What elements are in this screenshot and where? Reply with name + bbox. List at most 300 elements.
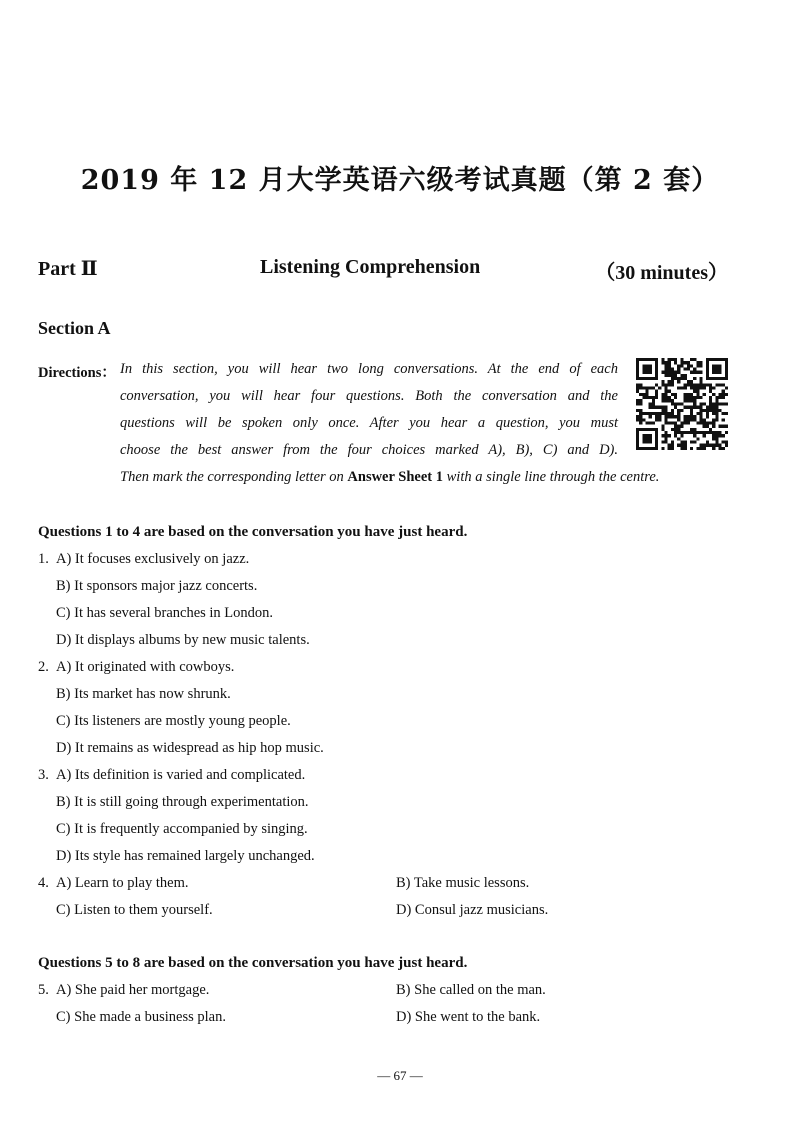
qr-module <box>674 358 677 361</box>
qr-module <box>693 399 696 402</box>
qr-module <box>636 374 639 377</box>
qr-module <box>709 390 712 393</box>
qr-module <box>725 374 728 377</box>
qr-module <box>687 383 690 386</box>
answer-option[interactable]: B) It sponsors major jazz concerts. <box>56 578 258 594</box>
qr-module <box>646 371 649 374</box>
qr-module <box>677 415 680 418</box>
qr-code-icon[interactable] <box>636 358 728 450</box>
qr-module <box>687 399 690 402</box>
answer-option[interactable]: C) Its listeners are mostly young people. <box>56 713 291 729</box>
qr-module <box>649 377 652 380</box>
qr-module <box>639 399 642 402</box>
qr-module <box>661 425 664 428</box>
section-title: Section A <box>38 318 111 338</box>
qr-module <box>696 361 699 364</box>
qr-module <box>639 409 642 412</box>
answer-option[interactable]: A) Its definition is varied and complicated. <box>56 767 306 783</box>
qr-module <box>709 383 712 386</box>
qr-module <box>712 371 715 374</box>
qr-module <box>693 440 696 443</box>
qr-module <box>646 421 649 424</box>
qr-module <box>709 409 712 412</box>
qr-module <box>680 358 683 361</box>
question-number: 4. <box>38 875 49 891</box>
qr-module <box>699 415 702 418</box>
qr-module <box>674 402 677 405</box>
qr-module <box>706 377 709 380</box>
qr-module <box>715 444 718 447</box>
answer-option[interactable]: C) Listen to them yourself. <box>56 902 213 918</box>
qr-module <box>674 421 677 424</box>
qr-module <box>712 434 715 437</box>
qr-module <box>661 412 664 415</box>
qr-module <box>655 383 658 386</box>
qr-module <box>684 361 687 364</box>
question-number: 5. <box>38 982 49 998</box>
qr-module <box>671 447 674 450</box>
qr-module <box>725 364 728 367</box>
qr-module <box>722 434 725 437</box>
qr-module <box>636 402 639 405</box>
qr-module <box>671 415 674 418</box>
page-title: 2019 年 12 月大学英语六级考试真题（第 2 套） <box>80 165 720 196</box>
qr-module <box>652 447 655 450</box>
qr-module <box>665 409 668 412</box>
qr-module <box>677 371 680 374</box>
qr-module <box>646 396 649 399</box>
qr-module <box>636 390 639 393</box>
qr-module <box>715 434 718 437</box>
qr-module <box>655 358 658 361</box>
qr-module <box>693 383 696 386</box>
qr-module <box>674 393 677 396</box>
qr-module <box>665 383 668 386</box>
qr-module <box>690 428 693 431</box>
qr-module <box>649 368 652 371</box>
qr-module <box>722 358 725 361</box>
qr-module <box>661 434 664 437</box>
qr-module <box>693 358 696 361</box>
qr-module <box>687 368 690 371</box>
qr-module <box>665 418 668 421</box>
answer-sheet-ref: Answer Sheet 1 <box>347 469 443 485</box>
qr-module <box>696 431 699 434</box>
qr-module <box>712 364 715 367</box>
qr-module <box>696 406 699 409</box>
qr-module <box>725 358 728 361</box>
qr-module <box>684 368 687 371</box>
qr-module <box>646 437 649 440</box>
qr-module <box>693 406 696 409</box>
qr-module <box>655 415 658 418</box>
qr-module <box>693 396 696 399</box>
qr-module <box>725 412 728 415</box>
qr-module <box>636 418 639 421</box>
qr-module <box>725 377 728 380</box>
directions-line: conversation, you will hear four questions. Both the conversation and the <box>120 388 618 404</box>
qr-module <box>699 431 702 434</box>
answer-option[interactable]: D) It remains as widespread as hip hop music. <box>56 740 324 756</box>
qr-module <box>674 361 677 364</box>
qr-module <box>677 418 680 421</box>
qr-module <box>715 437 718 440</box>
qr-module <box>652 402 655 405</box>
answer-option[interactable]: C) It has several branches in London. <box>56 605 274 621</box>
qr-module <box>655 428 658 431</box>
qr-module <box>649 358 652 361</box>
qr-module <box>699 444 702 447</box>
qr-module <box>668 361 671 364</box>
qr-module <box>677 364 680 367</box>
qr-module <box>725 361 728 364</box>
qr-module <box>639 358 642 361</box>
qr-module <box>687 361 690 364</box>
qr-module <box>661 447 664 450</box>
qr-module <box>646 434 649 437</box>
qr-module <box>646 447 649 450</box>
qr-module <box>668 368 671 371</box>
answer-option[interactable]: B) Its market has now shrunk. <box>56 686 231 702</box>
qr-module <box>665 421 668 424</box>
qr-module <box>665 371 668 374</box>
qr-module <box>665 368 668 371</box>
qr-module <box>665 396 668 399</box>
qr-module <box>696 437 699 440</box>
qr-module <box>655 437 658 440</box>
qr-module <box>722 418 725 421</box>
qr-module <box>690 364 693 367</box>
directions-line: choose the best answer from the four choices marked A), B), C) and D). <box>120 442 618 458</box>
answer-option[interactable]: D) She went to the bank. <box>396 1009 541 1025</box>
qr-module <box>693 368 696 371</box>
qr-module <box>642 412 645 415</box>
qr-module <box>639 377 642 380</box>
qr-module <box>718 358 721 361</box>
qr-module <box>655 393 658 396</box>
qr-module <box>677 387 680 390</box>
qr-module <box>709 428 712 431</box>
qr-module <box>671 358 674 361</box>
qr-module <box>715 364 718 367</box>
answer-option[interactable]: B) It is still going through experimentation. <box>56 794 309 810</box>
qr-module <box>703 393 706 396</box>
qr-module <box>709 358 712 361</box>
qr-module <box>725 387 728 390</box>
answer-option[interactable]: B) Take music lessons. <box>396 875 530 891</box>
qr-module <box>680 377 683 380</box>
qr-module <box>665 361 668 364</box>
qr-module <box>718 402 721 405</box>
qr-module <box>684 440 687 443</box>
question-number: 2. <box>38 659 49 675</box>
qr-module <box>715 358 718 361</box>
answer-option[interactable]: D) Consul jazz musicians. <box>396 902 549 918</box>
qr-module <box>636 409 639 412</box>
qr-module <box>718 396 721 399</box>
directions-line: questions will be spoken only once. After you hear a question, you must <box>120 415 618 431</box>
qr-module <box>690 393 693 396</box>
directions-text: with a single line through the centre. <box>443 469 660 485</box>
qr-module <box>696 412 699 415</box>
qr-module <box>718 431 721 434</box>
qr-module <box>655 406 658 409</box>
qr-module <box>687 380 690 383</box>
qr-module <box>655 361 658 364</box>
qr-module <box>712 377 715 380</box>
qr-module <box>671 421 674 424</box>
qr-module <box>722 396 725 399</box>
qr-module <box>674 396 677 399</box>
answer-option[interactable]: A) Learn to play them. <box>56 875 189 891</box>
qr-module <box>665 440 668 443</box>
qr-module <box>671 377 674 380</box>
qr-module <box>693 431 696 434</box>
qr-module <box>715 409 718 412</box>
qr-module <box>665 393 668 396</box>
qr-module <box>693 371 696 374</box>
qr-module <box>725 371 728 374</box>
qr-module <box>668 447 671 450</box>
qr-module <box>715 431 718 434</box>
directions-line: In this section, you will hear two long conversations. At the end of each <box>120 361 618 377</box>
answer-option[interactable]: A) It originated with cowboys. <box>56 659 235 675</box>
qr-module <box>712 431 715 434</box>
qr-module <box>699 387 702 390</box>
qr-module <box>649 402 652 405</box>
qr-module <box>661 393 664 396</box>
qr-module <box>690 387 693 390</box>
qr-module <box>668 444 671 447</box>
qr-module <box>725 431 728 434</box>
qr-module <box>706 371 709 374</box>
qr-module <box>706 412 709 415</box>
qr-module <box>715 406 718 409</box>
qr-module <box>671 444 674 447</box>
qr-module <box>671 409 674 412</box>
qr-module <box>725 393 728 396</box>
qr-module <box>677 402 680 405</box>
qr-module <box>649 371 652 374</box>
qr-module <box>671 393 674 396</box>
qr-module <box>693 418 696 421</box>
qr-module <box>674 377 677 380</box>
qr-module <box>642 447 645 450</box>
qr-module <box>671 399 674 402</box>
answer-option[interactable]: D) It displays albums by new music talents. <box>56 632 310 648</box>
qr-module <box>649 440 652 443</box>
qr-module <box>718 425 721 428</box>
qr-module <box>680 444 683 447</box>
qr-module <box>715 415 718 418</box>
qr-module <box>668 399 671 402</box>
qr-module <box>706 374 709 377</box>
qr-module <box>712 393 715 396</box>
qr-module <box>642 371 645 374</box>
qr-module <box>690 418 693 421</box>
qr-module <box>665 390 668 393</box>
qr-module <box>725 425 728 428</box>
qr-module <box>718 371 721 374</box>
qr-module <box>680 447 683 450</box>
qr-module <box>668 371 671 374</box>
qr-module <box>725 368 728 371</box>
qr-module <box>636 387 639 390</box>
qr-module <box>671 380 674 383</box>
qr-module <box>674 431 677 434</box>
qr-module <box>665 364 668 367</box>
qr-module <box>690 447 693 450</box>
qr-module <box>712 368 715 371</box>
qr-module <box>709 399 712 402</box>
qr-module <box>718 377 721 380</box>
qr-module <box>706 361 709 364</box>
qr-module <box>655 368 658 371</box>
qr-module <box>639 447 642 450</box>
qr-module <box>671 371 674 374</box>
qr-module <box>661 409 664 412</box>
qr-module <box>655 418 658 421</box>
qr-module <box>693 377 696 380</box>
qr-module <box>649 428 652 431</box>
qr-module <box>718 447 721 450</box>
qr-module <box>684 444 687 447</box>
qr-module <box>646 358 649 361</box>
qr-module <box>642 364 645 367</box>
qr-module <box>712 358 715 361</box>
qr-module <box>722 383 725 386</box>
qr-module <box>665 437 668 440</box>
qr-module <box>636 371 639 374</box>
qr-module <box>706 444 709 447</box>
qr-module <box>699 421 702 424</box>
answer-option[interactable]: C) It is frequently accompanied by singing. <box>56 821 308 837</box>
qr-module <box>712 402 715 405</box>
answer-option[interactable]: A) It focuses exclusively on jazz. <box>56 551 250 567</box>
page-number: — 67 — <box>377 1068 423 1083</box>
qr-module <box>684 406 687 409</box>
qr-module <box>639 402 642 405</box>
qr-module <box>674 371 677 374</box>
qr-module <box>665 412 668 415</box>
qr-module <box>636 434 639 437</box>
answer-option[interactable]: C) She made a business plan. <box>56 1009 226 1025</box>
qr-module <box>684 374 687 377</box>
qr-module <box>661 399 664 402</box>
qr-module <box>706 358 709 361</box>
qr-module <box>684 383 687 386</box>
qr-module <box>636 437 639 440</box>
qr-module <box>661 380 664 383</box>
qr-module <box>680 374 683 377</box>
qr-module <box>655 434 658 437</box>
qr-module <box>671 428 674 431</box>
qr-module <box>639 421 642 424</box>
qr-module <box>722 393 725 396</box>
qr-module <box>722 390 725 393</box>
qr-module <box>646 393 649 396</box>
qr-module <box>661 383 664 386</box>
qr-module <box>652 421 655 424</box>
answer-option[interactable]: A) She paid her mortgage. <box>56 982 210 998</box>
qr-module <box>703 447 706 450</box>
qr-module <box>696 396 699 399</box>
qr-module <box>646 440 649 443</box>
qr-module <box>655 390 658 393</box>
question-number: 3. <box>38 767 49 783</box>
qr-module <box>687 364 690 367</box>
qr-module <box>690 409 693 412</box>
qr-module <box>661 440 664 443</box>
qr-module <box>646 387 649 390</box>
qr-module <box>668 421 671 424</box>
qr-module <box>690 380 693 383</box>
qr-module <box>706 383 709 386</box>
qr-module <box>725 402 728 405</box>
qr-module <box>722 402 725 405</box>
qr-module <box>636 368 639 371</box>
qr-module <box>693 402 696 405</box>
qr-module <box>696 387 699 390</box>
qr-module <box>677 437 680 440</box>
qr-module <box>706 415 709 418</box>
qr-module <box>693 428 696 431</box>
qr-module <box>703 421 706 424</box>
qr-module <box>636 440 639 443</box>
qr-module <box>699 383 702 386</box>
qr-module <box>715 396 718 399</box>
qr-module <box>709 444 712 447</box>
qr-module <box>661 406 664 409</box>
qr-module <box>658 412 661 415</box>
qr-module <box>668 364 671 367</box>
qr-module <box>661 361 664 364</box>
qr-module <box>699 447 702 450</box>
qr-module <box>693 387 696 390</box>
qr-module <box>665 415 668 418</box>
qr-module <box>661 428 664 431</box>
qr-module <box>636 383 639 386</box>
qr-module <box>718 444 721 447</box>
qr-module <box>636 431 639 434</box>
qr-module <box>642 393 645 396</box>
qr-module <box>636 444 639 447</box>
qr-module <box>677 425 680 428</box>
qr-module <box>725 440 728 443</box>
qr-module <box>639 415 642 418</box>
qr-module <box>639 412 642 415</box>
qr-module <box>703 418 706 421</box>
qr-module <box>687 393 690 396</box>
qr-module <box>639 418 642 421</box>
qr-module <box>699 377 702 380</box>
qr-module <box>671 383 674 386</box>
answer-option[interactable]: D) Its style has remained largely unchanged. <box>56 848 315 864</box>
qr-module <box>684 377 687 380</box>
qr-module <box>699 409 702 412</box>
qr-module <box>639 383 642 386</box>
qr-module <box>690 371 693 374</box>
answer-option[interactable]: B) She called on the man. <box>396 982 546 998</box>
qr-module <box>671 412 674 415</box>
qr-module <box>709 421 712 424</box>
qr-module <box>715 399 718 402</box>
qr-module <box>665 399 668 402</box>
qr-module <box>649 437 652 440</box>
qr-module <box>684 387 687 390</box>
qr-module <box>646 368 649 371</box>
qr-module <box>658 415 661 418</box>
